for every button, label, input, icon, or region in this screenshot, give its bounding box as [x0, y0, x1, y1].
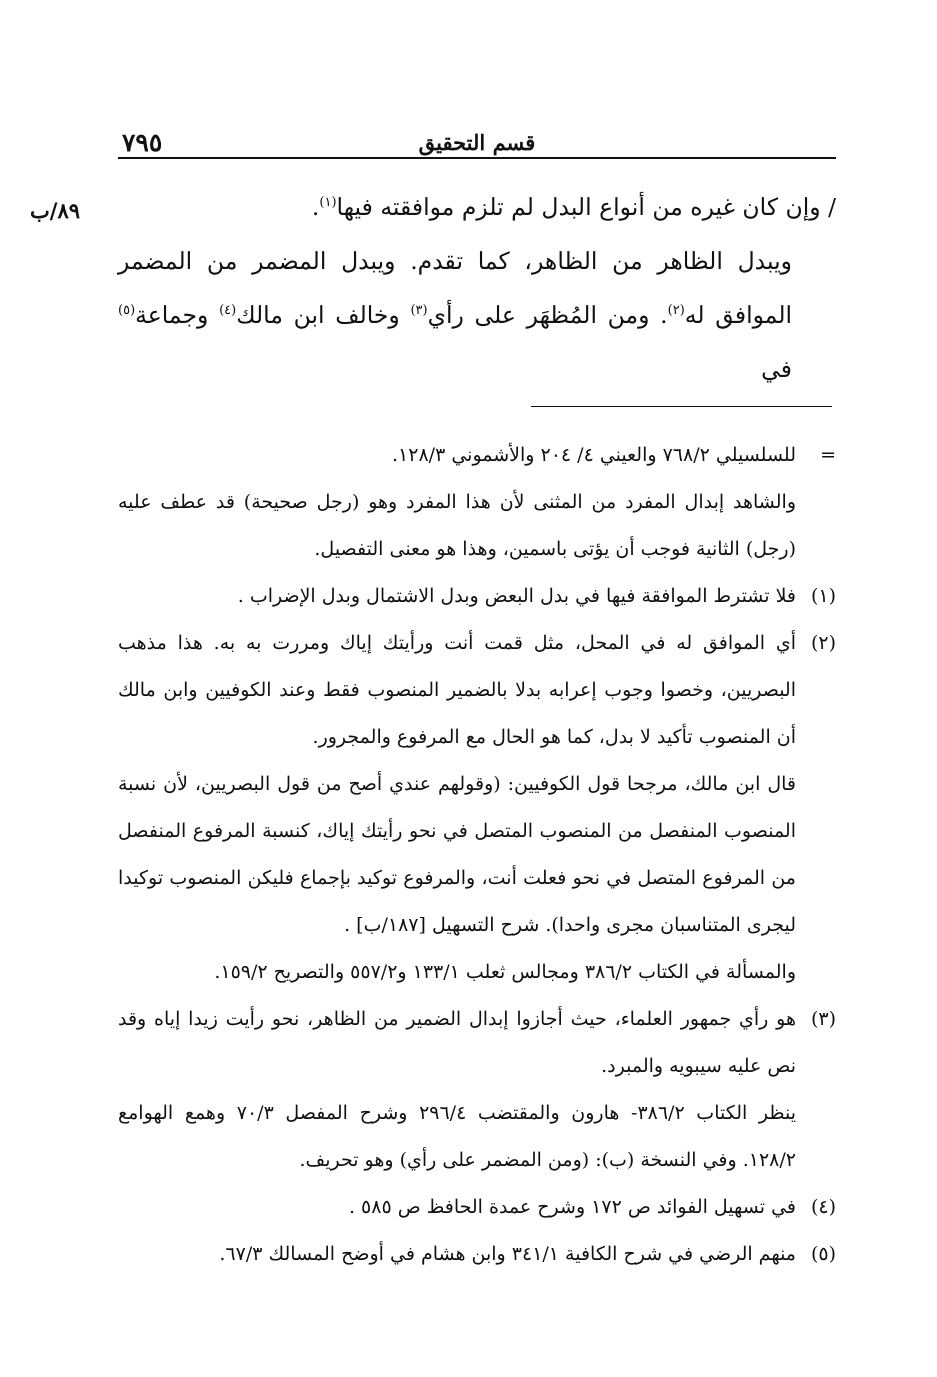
footnotes [118, 432, 836, 1278]
footnote-number: (٤) [810, 1196, 836, 1218]
page-header [118, 128, 836, 158]
footnote-text: هو رأي جمهور العلماء، حيث أجازوا إبدال الضمير من الظاهر، نحو رأيت زيدا إياه وقد نص عليه سيبويه والمبرد. [118, 1008, 796, 1077]
footnote-ref: (٤) [219, 303, 237, 319]
main-text-span: في [761, 355, 792, 383]
header-rule [118, 157, 836, 159]
footnote-number: (٣) [810, 1008, 836, 1030]
footnote-4 [118, 1184, 836, 1231]
main-text-span: . [311, 193, 320, 221]
main-paragraph-1 [118, 180, 836, 234]
footnote-ref: (١) [319, 195, 337, 211]
footnote-ref: (٣) [410, 303, 428, 319]
footnote-continuation [118, 432, 836, 479]
footnote-text: في تسهيل الفوائد ص ١٧٢ وشرح عمدة الحافظ ص ٥٨٥ . [348, 1196, 796, 1218]
footnote-ref: (٢) [667, 303, 685, 319]
footnote-text: أي الموافق له في المحل، مثل قمت أنت ورأيتك إياك ومررت به به. هذا مذهب البصريين، وخصوا وجوب إعرابه بدلا بالضمير المنصوب فقط وعند الكوفيين وابن مالك أن المنصوب تأكيد لا بدل، كما هو الحال مع المرفوع والمجرور. [118, 632, 796, 748]
footnote-5 [118, 1231, 836, 1278]
main-paragraph-2 [118, 234, 836, 396]
footnote-2-references: والمسألة في الكتاب ٣٨٦/٢ ومجالس ثعلب ١٣٣/١ و٥٥٧/٢ والتصريح ١٥٩/٢. [214, 961, 796, 983]
footnote-text: منهم الرضي في شرح الكافية ٣٤١/١ وابن هشام في أوضح المسالك ٦٧/٣. [219, 1243, 796, 1265]
main-text-span: . ومن المُظهَر على رأي [427, 301, 668, 329]
footnote-3-references: ينظر الكتاب ٣٨٦/٢- هارون والمقتضب ٢٩٦/٤ وشرح المفصل ٧٠/٣ وهمع الهوامع ١٢٨/٢. وفي النسخة (ب): (ومن المضمر على رأي) وهو تحريف. [118, 1102, 796, 1171]
footnote-number: (٥) [810, 1243, 836, 1265]
footnote-3 [118, 996, 836, 1090]
footnote-separator [531, 406, 832, 407]
main-text-span: وخالف ابن مالك [236, 301, 411, 329]
footnote-continuation-text: والشاهد إبدال المفرد من المثنى لأن هذا المفرد وهو (رجل صحيحة) قد عطف عليه (رجل) الثانية فوجب أن يؤتى باسمين، وهذا هو معنى التفصيل. [118, 491, 796, 560]
footnote-2-quote: قال ابن مالك، مرجحا قول الكوفيين: (وقولهم عندي أصح من قول البصريين، لأن نسبة المنصوب المنفصل من المنصوب المتصل في نحو رأيتك إياك، كنسبة المرفوع المنفصل من المرفوع المتصل في نحو فعلت أنت، والمرفوع توكيد بإجماع فليكن المنصوب توكيدا ليجرى المتناسبان مجرى واحدا). شرح التسهيل [١٨٧/ب] . [118, 773, 796, 936]
footnote-ref: (٥) [118, 303, 136, 319]
main-text-span: وجماعة [135, 301, 220, 329]
continuation-marker: = [820, 444, 836, 466]
footnote-text: للسلسيلي ٧٦٨/٢ والعيني ٤/ ٢٠٤ والأشموني ١٢٨/٣. [392, 444, 796, 466]
footnote-text: فلا تشترط الموافقة فيها في بدل البعض وبدل الاشتمال وبدل الإضراب . [237, 585, 796, 607]
main-text-span: / وإن كان غيره من أنواع البدل لم تلزم موافقته فيها [336, 193, 836, 221]
footnote-number: (٢) [810, 632, 836, 654]
footnote-2 [118, 620, 836, 761]
footnote-1 [118, 573, 836, 620]
main-text [118, 180, 836, 396]
margin-folio-note: ٨٩/ب [30, 198, 81, 223]
main-text-span: ويبدل الظاهر من الظاهر، كما تقدم. ويبدل المضمر من المضمر الموافق له [118, 247, 793, 329]
page-number: ٧٩٥ [122, 128, 163, 157]
running-title: قسم التحقيق [418, 130, 536, 155]
footnote-number: (١) [810, 585, 836, 607]
